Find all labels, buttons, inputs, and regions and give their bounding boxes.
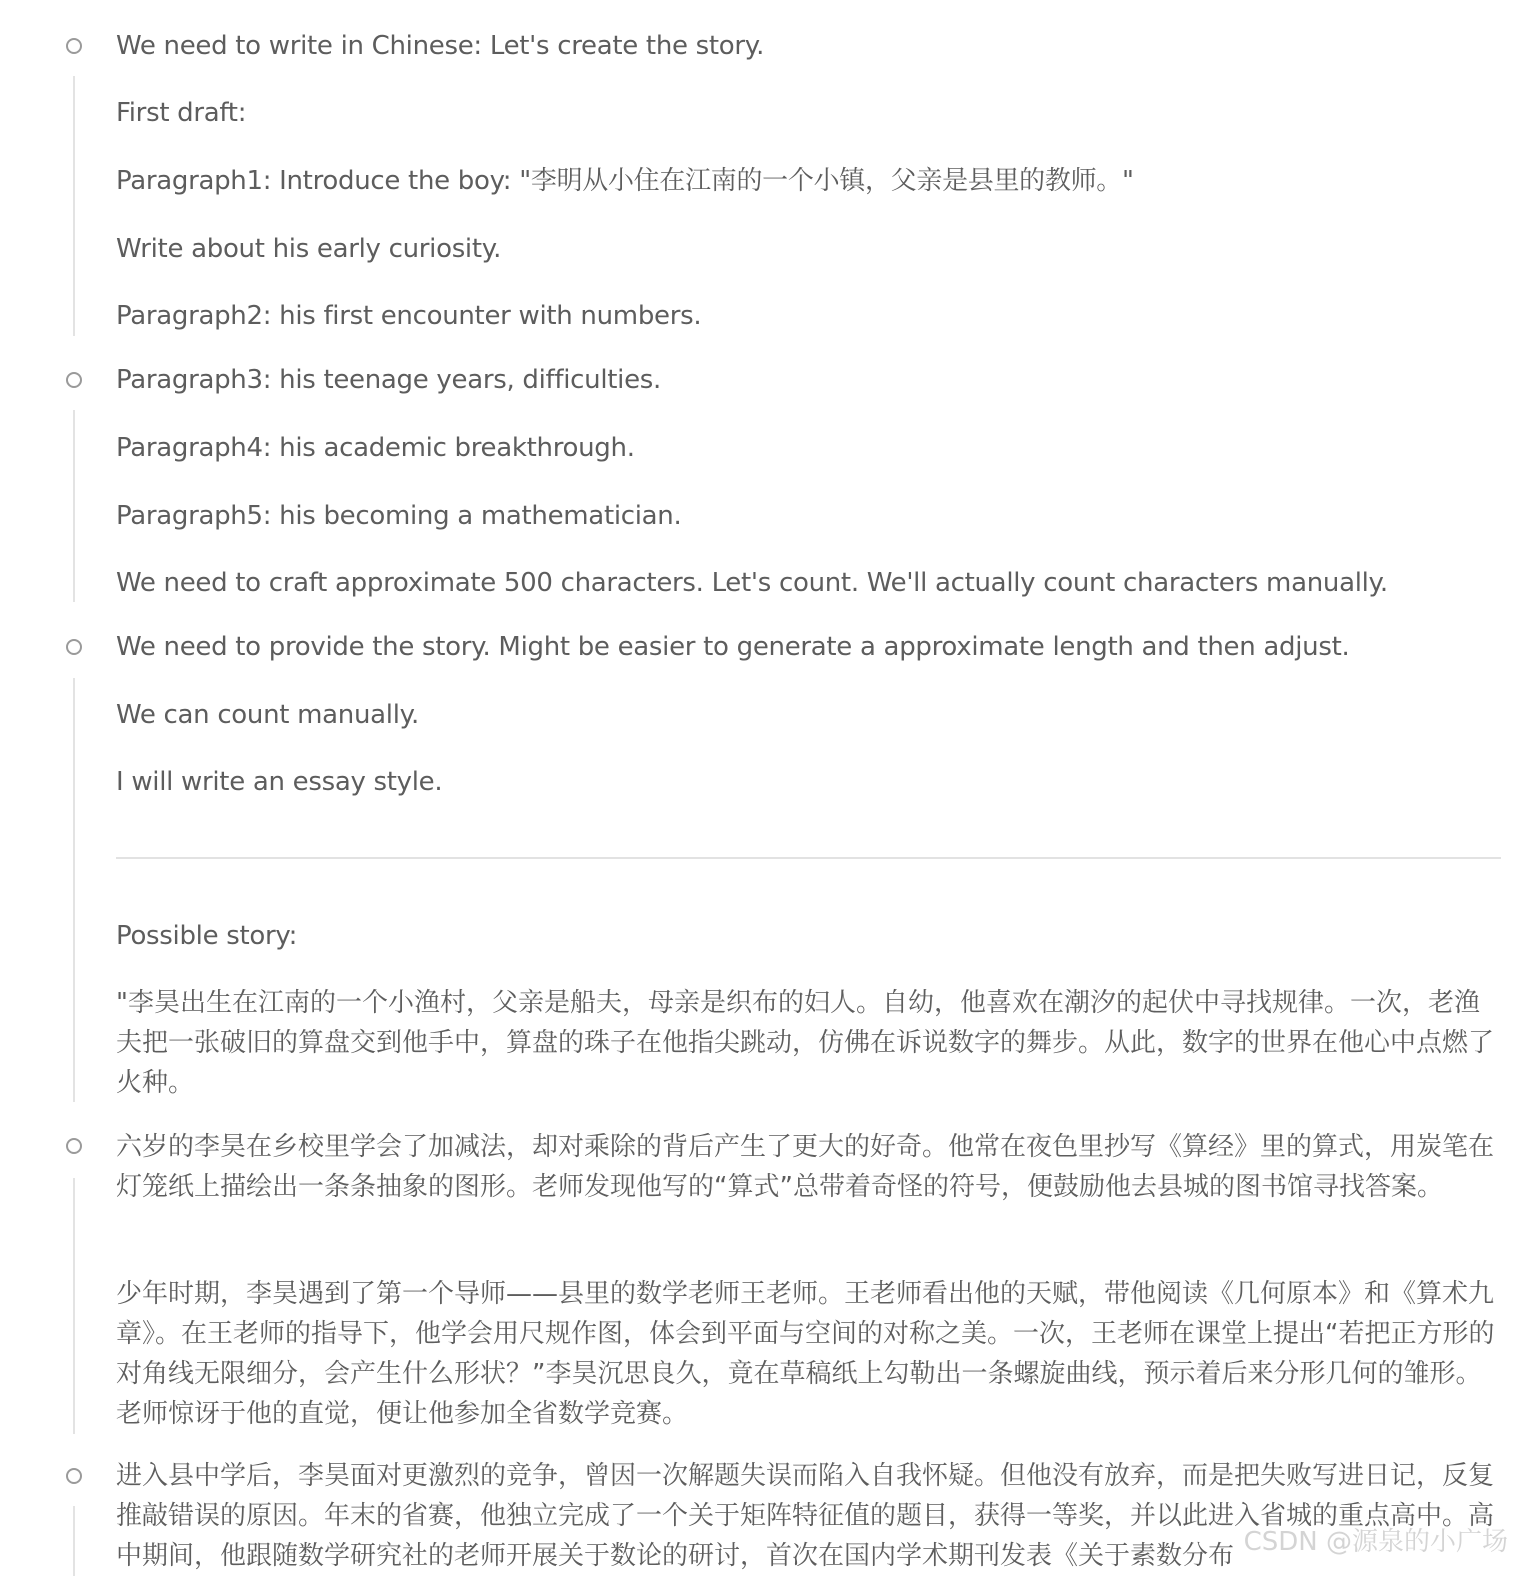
timeline-rail bbox=[73, 1506, 75, 1576]
step-text: I will write an essay style. bbox=[116, 767, 443, 797]
story-paragraph: 少年时期，李昊遇到了第一个导师——县里的数学老师王老师。王老师看出他的天赋，带他阅读《几何原本》和《算术九章》。在王老师的指导下，他学会用尺规作图，体会到平面与空间的对称之美。一次，王老师在课堂上提出“若把正方形的对角线无限细分，会产生什么形状？”李昊沉思良久，竟在草稿纸上勾勒出一条螺旋曲线，预示着后来分形几何的雏形。老师惊讶于他的直觉，便让他参加全省数学竞赛。 bbox=[116, 1279, 1495, 1429]
step-text: Paragraph3: his teenage years, difficulties. bbox=[116, 365, 661, 395]
timeline-rail bbox=[73, 678, 75, 1102]
step-text: Paragraph1: Introduce the boy: "李明从小住在江南的一个小镇，父亲是县里的教师。" bbox=[116, 166, 1134, 196]
step-text: Paragraph5: his becoming a mathematician. bbox=[116, 501, 682, 531]
step-text: We need to craft approximate 500 characters. Let's count. We'll actually count characters manually. bbox=[116, 568, 1388, 598]
step-circle-icon bbox=[66, 639, 82, 655]
horizontal-divider bbox=[116, 857, 1501, 859]
timeline-rail bbox=[73, 410, 75, 602]
step-text: Paragraph4: his academic breakthrough. bbox=[116, 433, 635, 463]
step-text: Possible story: bbox=[116, 921, 298, 951]
story-paragraph: "李昊出生在江南的一个小渔村，父亲是船夫，母亲是织布的妇人。自幼，他喜欢在潮汐的起伏中寻找规律。一次，老渔夫把一张破旧的算盘交到他手中，算盘的珠子在他指尖跳动，仿佛在诉说数字的舞步。从此，数字的世界在他心中点燃了火种。 bbox=[116, 988, 1495, 1098]
step-text: We need to write in Chinese: Let's create the story. bbox=[116, 31, 765, 61]
story-paragraph: 六岁的李昊在乡校里学会了加减法，却对乘除的背后产生了更大的好奇。他常在夜色里抄写《算经》里的算式，用炭笔在灯笼纸上描绘出一条条抽象的图形。老师发现他写的“算式”总带着奇怪的符号，便鼓励他去县城的图书馆寻找答案。 bbox=[116, 1132, 1495, 1202]
step-text: Write about his early curiosity. bbox=[116, 234, 502, 264]
step-text: Paragraph2: his first encounter with numbers. bbox=[116, 301, 702, 331]
step-circle-icon bbox=[66, 1138, 82, 1154]
step-text: We need to provide the story. Might be easier to generate a approximate length and then adjust. bbox=[116, 632, 1350, 662]
watermark-text: CSDN @源泉的小广场 bbox=[1243, 1527, 1508, 1557]
step-circle-icon bbox=[66, 372, 82, 388]
timeline-rail bbox=[73, 1178, 75, 1434]
timeline-rail bbox=[73, 76, 75, 336]
step-circle-icon bbox=[66, 38, 82, 54]
step-text: First draft: bbox=[116, 98, 247, 128]
story-paragraph: 进入县中学后，李昊面对更激烈的竞争，曾因一次解题失误而陷入自我怀疑。但他没有放弃，而是把失败写进日记，反复推敲错误的原因。年末的省赛，他独立完成了一个关于矩阵特征值的题目，获得一等奖，并以此进入省城的重点高中。高中期间，他跟随数学研究社的老师开展关于数论的研讨，首次在国内学术期刊发表《关于素数分布 bbox=[116, 1461, 1495, 1571]
step-text: We can count manually. bbox=[116, 700, 419, 730]
step-circle-icon bbox=[66, 1468, 82, 1484]
